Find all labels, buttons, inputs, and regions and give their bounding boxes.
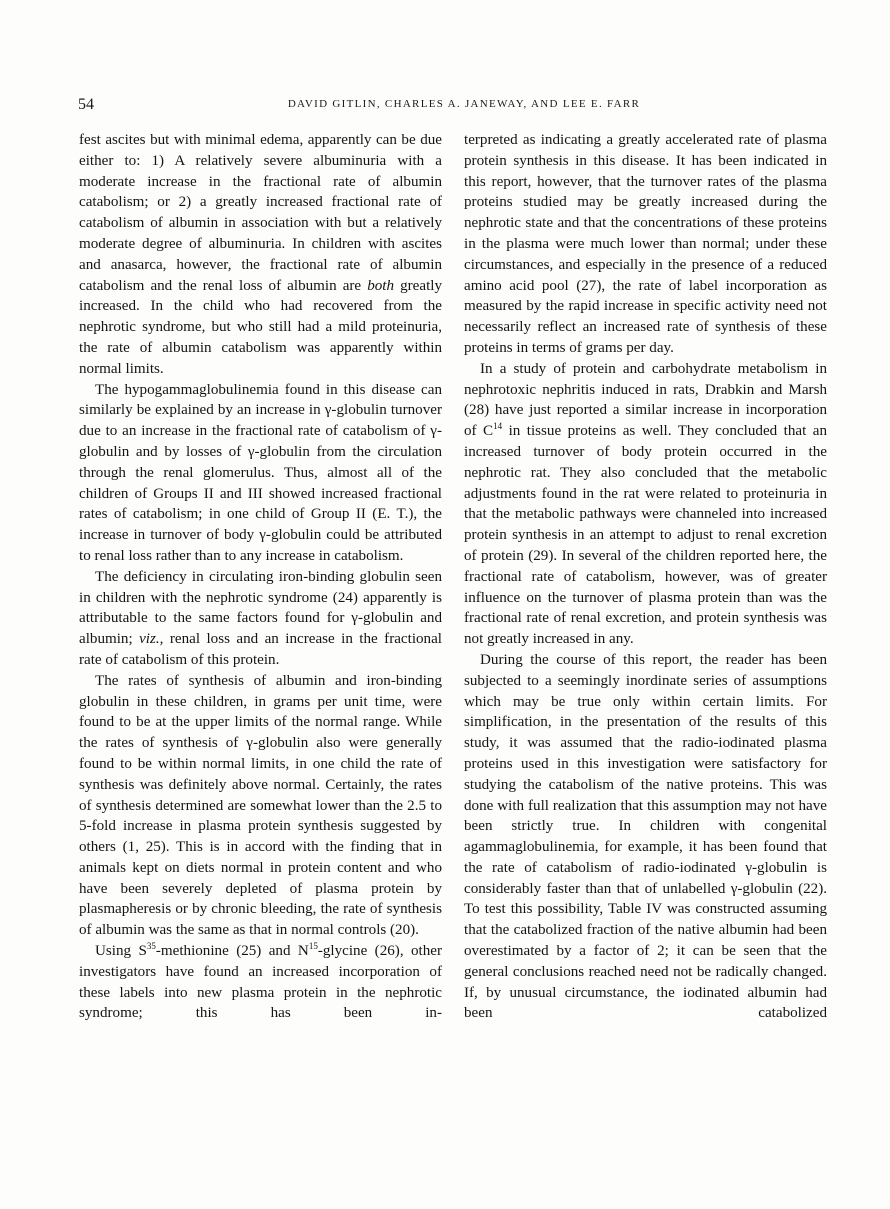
paragraph-text: Using S <box>95 943 147 960</box>
emphasis: viz., <box>139 631 164 648</box>
running-head: DAVID GITLIN, CHARLES A. JANEWAY, AND LEE E. FARR <box>287 98 641 110</box>
superscript: 35 <box>146 941 156 952</box>
paragraph: The hypogammaglobulinemia found in this disease can similarly be explained by an increase in γ-globulin turnover due to an increase in the fractional rate of catabolism of γ-globulin and by losses of γ-globulin from the circulation through the renal glomerulus. Thus, almost all of the children of Groups II and III showed increased fractional rates of catabolism; in one child of Group II (E. T.), the increase in turnover of body γ-globulin could be attributed to renal loss rather than to any increase in catabolism. <box>79 381 442 564</box>
paragraph: During the course of this report, the reader has been subjected to a seemingly inordinate series of assumptions which may be true only within certain limits. For simplification, in the presentation of the results of this study, it was assumed that the radio-iodinated plasma proteins used in this investigation were satisfactory for studying the catabolism of the native proteins. This was done with full realization that this assumption may not have been strictly true. In children with congenital agammaglobulinemia, for example, it has been found that the rate of catabolism of radio-iodinated γ-globulin is considerably faster than that of unlabelled γ-globulin (22). To test this possibility, Table IV was constructed assuming that the catabolized fraction of the native albumin had been overestimated by a factor of 2; it can be seen that the general conclusions reached need not be radically changed. If, by unusual circumstance, the iodinated albumin had been catabolized <box>464 651 827 1022</box>
paragraph-text: -glycine (26), other investigators have found an increased incorporation of these labels into new plasma protein in the nephrotic syndrome; this has been in- <box>79 943 443 1022</box>
left-column <box>79 130 442 1024</box>
page-number: 54 <box>78 96 94 113</box>
paragraph-text: in tissue proteins as well. They concluded that an increased turnover of body protein occurred in the nephrotic rat. They also concluded that the metabolic adjustments found in the rat were related to proteinuria in that the metabolic pathways were channeled into increased protein synthesis in an attempt to adjust to renal excretion of protein (29). In several of the children reported here, the fractional rate of catabolism, however, was of greater influence on the turnover of plasma protein than was the fractional rate of renal excretion, and protein synthesis was not greatly increased in any. <box>464 423 827 648</box>
superscript: 14 <box>493 421 503 432</box>
paragraph-text: renal loss and an increase in the fractional rate of catabolism of this protein. <box>79 631 442 668</box>
paragraph: terpreted as indicating a greatly accelerated rate of plasma protein synthesis in this disease. It has been indicated in this report, however, that the turnover rates of the plasma proteins studied may be greatly increased during the nephrotic state and that the concentrations of these proteins in the plasma were much lower than normal; under these circumstances, and especially in the presence of a reduced amino acid pool (27), the rate of label incorporation as measured by the rapid increase in specific activity need not necessarily reflect an increased rate of synthesis of these proteins in terms of grams per day. <box>464 132 827 356</box>
emphasis: both <box>367 277 395 294</box>
paragraph-text: -methionine (25) and N <box>155 943 309 960</box>
paragraph-text: fest ascites but with minimal edema, apparently can be due either to: 1) A relatively severe albuminuria with a moderate increase in the fractional rate of albumin catabolism; or 2) a greatly increased fractional rate of catabolism of albumin in association with but a relatively moderate degree of albuminuria. In children with ascites and anasarca, however, the fractional rate of albumin catabolism and the renal loss of albumin are <box>79 132 442 294</box>
paragraph: The rates of synthesis of albumin and iron-binding globulin in these children, in grams per unit time, were found to be at the upper limits of the normal range. While the rates of synthesis of γ-globulin also were generally found to be within normal limits, in one child the rate of synthesis was definitely above normal. Certainly, the rates of synthesis determined are somewhat lower than the 2.5 to 5-fold increase in plasma protein synthesis suggested by others (1, 25). This is in accord with the finding that in animals kept on diets normal in protein content and who have been severely depleted of plasma protein by plasmapheresis or by chronic bleeding, the rate of synthesis of albumin was the same as that in normal controls (20). <box>79 672 442 939</box>
paragraph-text: In a study of protein and carbohydrate metabolism in nephrotoxic nephritis induced in rats, Drabkin and Marsh (28) have just reported a similar increase in incorporation of C <box>464 360 827 440</box>
paragraph <box>464 359 827 650</box>
paragraph <box>79 941 442 1024</box>
paragraph <box>79 130 442 380</box>
paragraph-text: The deficiency in circulating iron-binding globulin seen in children with the nephrotic syndrome (24) apparently is attributable to the same factors found for γ-globulin and albumin; <box>79 568 442 648</box>
paragraph <box>79 567 442 671</box>
right-column <box>464 130 827 1024</box>
paragraph-text: greatly increased. In the child who had recovered from the nephrotic syndrome, but who still had a mild proteinuria, the rate of albumin catabolism was apparently within normal limits. <box>79 277 442 377</box>
page-header <box>78 96 850 118</box>
superscript: 15 <box>308 941 318 952</box>
